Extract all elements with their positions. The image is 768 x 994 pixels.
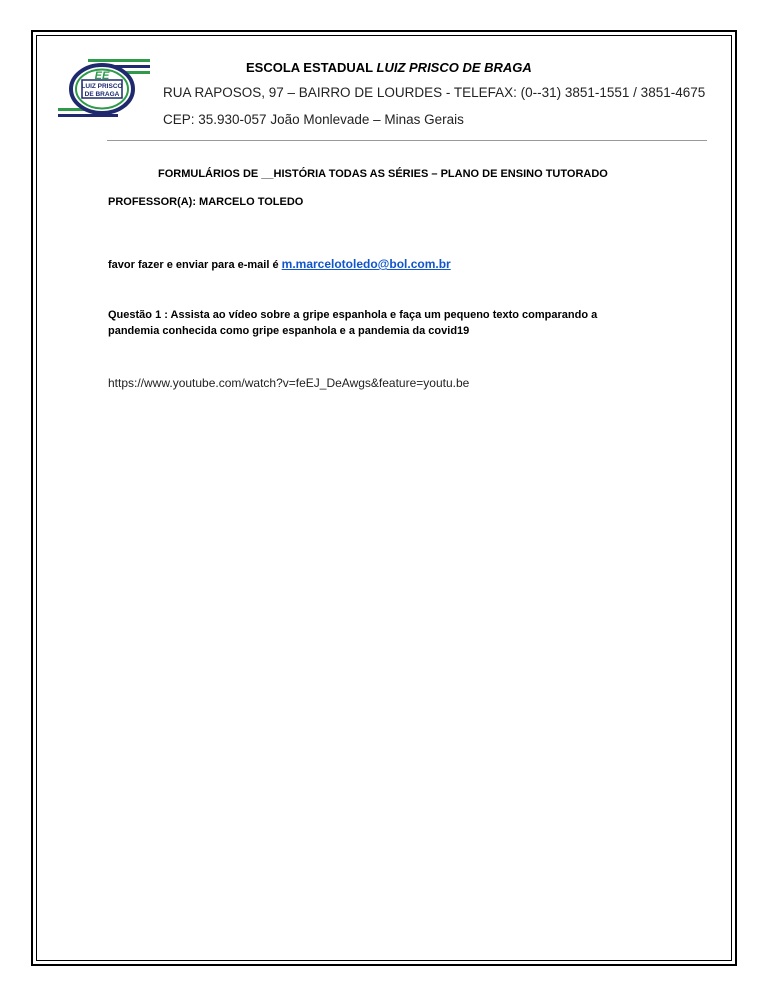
school-name-prefix: ESCOLA ESTADUAL bbox=[246, 60, 373, 75]
school-name bbox=[246, 60, 532, 75]
forms-title: FORMULÁRIOS DE __HISTÓRIA TODAS AS SÉRIES – PLANO DE ENSINO TUTORADO bbox=[158, 168, 608, 180]
question-1 bbox=[108, 307, 597, 339]
question-1-line-2: pandemia conhecida como gripe espanhola e a pandemia da covid19 bbox=[108, 325, 470, 337]
logo-text-line-2: DE BRAGA bbox=[84, 91, 120, 98]
professor-line: PROFESSOR(A): MARCELO TOLEDO bbox=[108, 196, 304, 208]
school-logo bbox=[58, 58, 150, 120]
address-line-1: RUA RAPOSOS, 97 – BAIRRO DE LOURDES - TELEFAX: (0--31) 3851-1551 / 3851-4675 bbox=[163, 85, 706, 100]
address-line-2: CEP: 35.930-057 João Monlevade – Minas Gerais bbox=[163, 112, 464, 127]
header-divider bbox=[107, 140, 707, 141]
email-prefix: favor fazer e enviar para e-mail é bbox=[108, 259, 279, 271]
logo-text-line-1: LUIZ PRISCO bbox=[81, 83, 123, 90]
email-link[interactable]: m.marcelotoledo@bol.com.br bbox=[281, 257, 451, 271]
question-1-line-1: Questão 1 : Assista ao vídeo sobre a gripe espanhola e faça um pequeno texto comparando a bbox=[108, 309, 598, 321]
video-url[interactable]: https://www.youtube.com/watch?v=feEJ_DeAwgs&feature=youtu.be bbox=[108, 376, 470, 390]
logo-initials: EE bbox=[94, 70, 110, 82]
email-instruction bbox=[108, 257, 451, 271]
school-name-italic: LUIZ PRISCO DE BRAGA bbox=[376, 60, 532, 75]
